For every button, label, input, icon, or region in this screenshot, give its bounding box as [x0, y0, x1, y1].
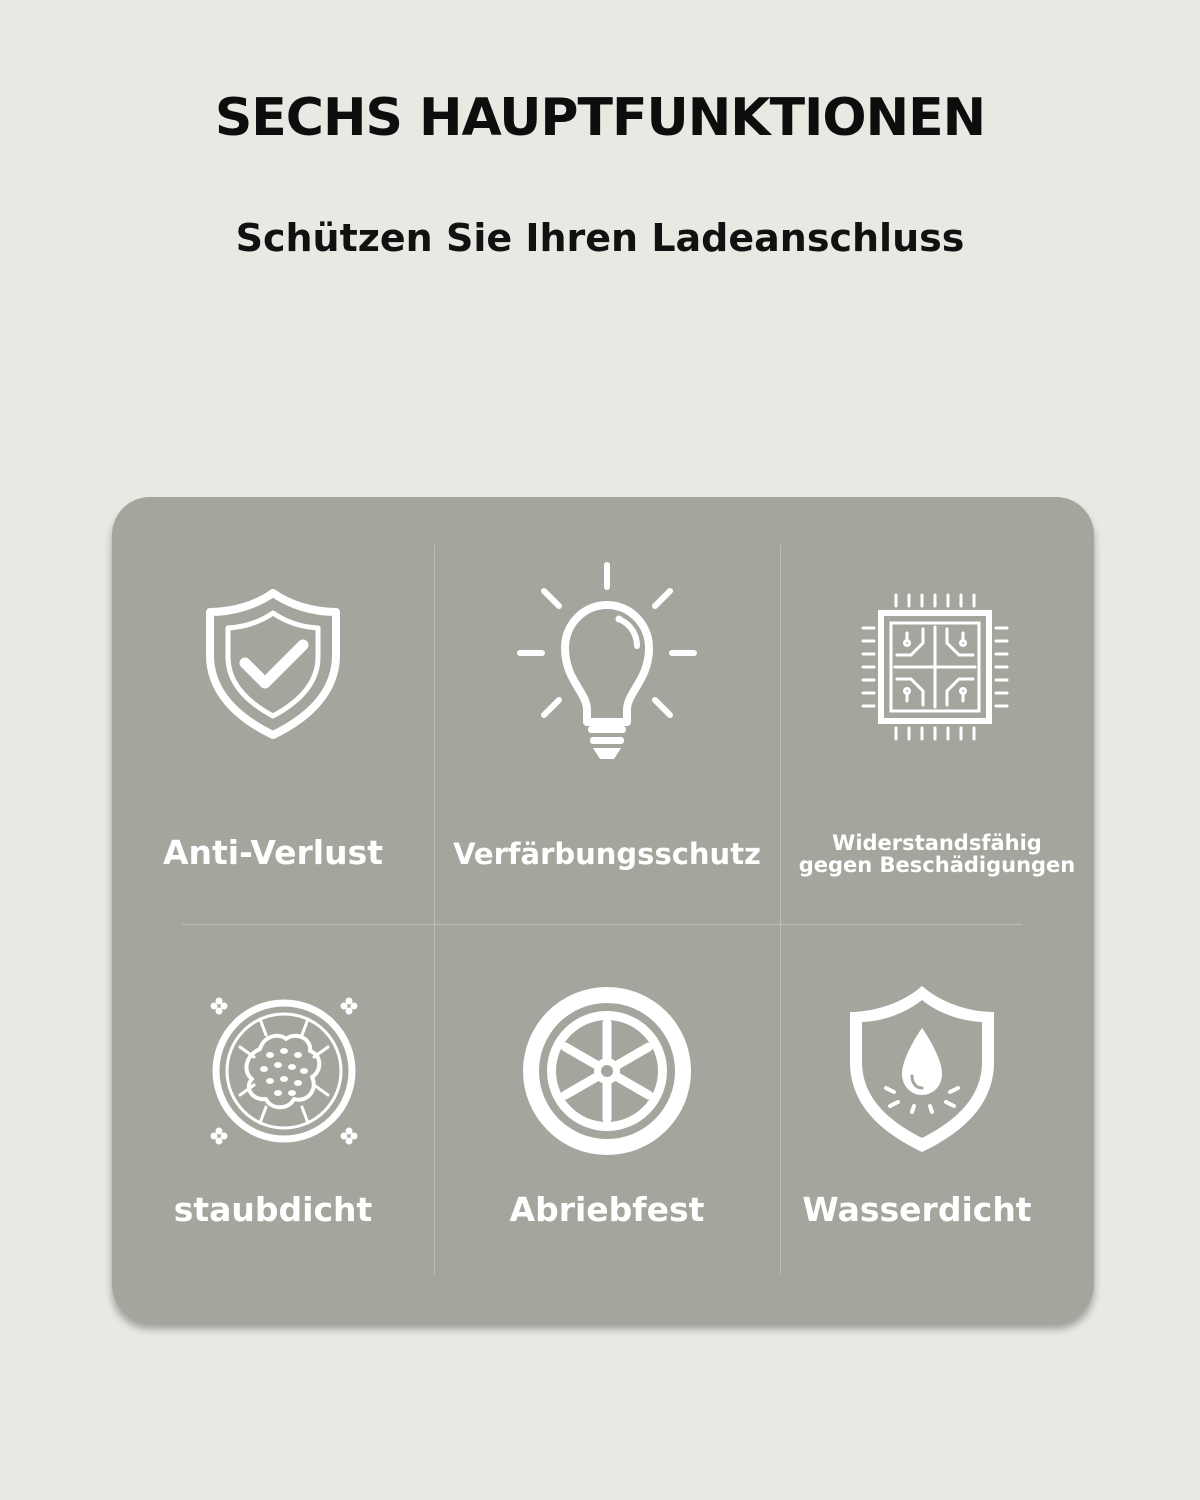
feature-label: Abriebfest	[509, 1190, 705, 1229]
water-shield-icon	[842, 980, 1002, 1160]
page-title: SECHS HAUPTFUNKTIONEN	[214, 88, 986, 148]
feature-abriebfest	[434, 925, 780, 1322]
lightbulb-icon	[517, 562, 697, 762]
feature-label: Anti-Verlust	[162, 833, 384, 872]
feature-label: Verfärbungsschutz	[453, 837, 761, 871]
feature-label	[780, 832, 1094, 876]
feature-wasserdicht	[780, 925, 1094, 1322]
feature-label-line-1: Widerstandsfähig	[832, 831, 1042, 855]
feature-widerstandsfaehig	[780, 497, 1094, 907]
dust-filter-icon	[204, 991, 364, 1151]
feature-verfaerbungsschutz	[434, 497, 780, 907]
shield-check-icon	[198, 585, 348, 745]
features-panel	[112, 497, 1094, 1322]
feature-anti-verlust	[112, 497, 434, 907]
feature-staubdicht	[112, 925, 434, 1322]
feature-label: staubdicht	[173, 1190, 373, 1229]
feature-label-line-2: gegen Beschädigungen	[798, 853, 1076, 877]
tire-icon	[517, 981, 697, 1161]
feature-label: Wasserdicht	[802, 1190, 1032, 1229]
chip-icon	[861, 593, 1011, 743]
page-subtitle: Schützen Sie Ihren Ladeanschluss	[235, 216, 965, 260]
